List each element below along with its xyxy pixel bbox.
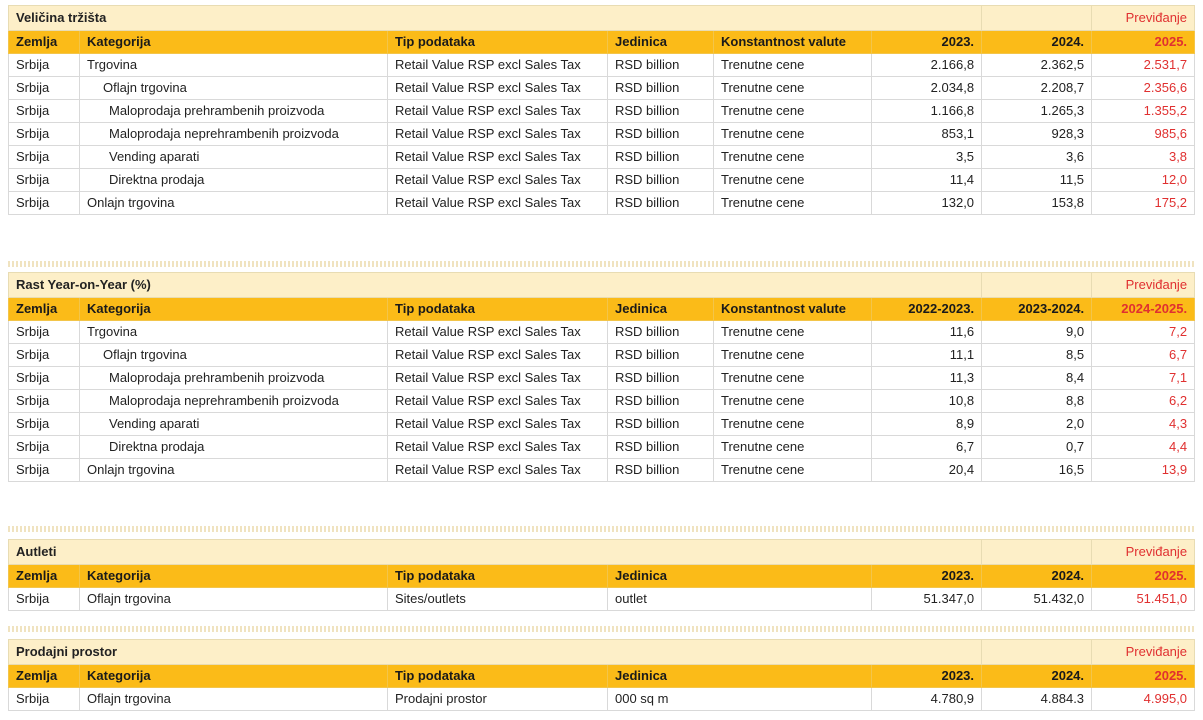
column-header: Jedinica (608, 665, 872, 688)
category-cell (80, 77, 388, 100)
growth-table (8, 272, 1194, 482)
value-cell: 3,5 (872, 146, 982, 169)
column-header: Zemlja (9, 31, 80, 54)
column-header: Tip podataka (388, 565, 608, 588)
data-type-cell: Retail Value RSP excl Sales Tax (388, 344, 608, 367)
currency-constancy-cell: Trenutne cene (714, 390, 872, 413)
value-cell: 4.884.3 (982, 688, 1092, 711)
currency-constancy-cell: Trenutne cene (714, 436, 872, 459)
forecast-label: Previđanje (1092, 6, 1195, 31)
title-spacer-cell (982, 640, 1092, 665)
column-header: Kategorija (80, 298, 388, 321)
category-label: Maloprodaja prehrambenih proizvoda (109, 370, 325, 385)
value-cell: 51.347,0 (872, 588, 982, 611)
value-cell: 132,0 (872, 192, 982, 215)
forecast-value-cell: 4,4 (1092, 436, 1195, 459)
forecast-value-cell: 7,1 (1092, 367, 1195, 390)
column-header: 2023-2024. (982, 298, 1092, 321)
category-cell (80, 459, 388, 482)
header-row (9, 665, 1195, 688)
table-row (9, 367, 1195, 390)
value-cell: 8,8 (982, 390, 1092, 413)
table-row (9, 54, 1195, 77)
forecast-value-cell: 4,3 (1092, 413, 1195, 436)
forecast-value-cell: 13,9 (1092, 459, 1195, 482)
data-type-cell: Retail Value RSP excl Sales Tax (388, 413, 608, 436)
category-label: Onlajn trgovina (87, 195, 175, 210)
country-cell: Srbija (9, 100, 80, 123)
unit-cell: 000 sq m (608, 688, 872, 711)
table-row (9, 413, 1195, 436)
value-cell: 11,4 (872, 169, 982, 192)
column-header: Konstantnost valute (714, 31, 872, 54)
section-divider (8, 261, 1194, 267)
column-header: Jedinica (608, 31, 714, 54)
value-cell: 928,3 (982, 123, 1092, 146)
category-cell (80, 413, 388, 436)
value-cell: 153,8 (982, 192, 1092, 215)
category-cell (80, 688, 388, 711)
column-header: 2024-2025. (1092, 298, 1195, 321)
category-label: Oflajn trgovina (103, 80, 187, 95)
value-cell: 2.208,7 (982, 77, 1092, 100)
category-label: Vending aparati (109, 416, 200, 431)
data-type-cell: Sites/outlets (388, 588, 608, 611)
data-type-cell: Retail Value RSP excl Sales Tax (388, 100, 608, 123)
currency-constancy-cell: Trenutne cene (714, 459, 872, 482)
column-header: 2025. (1092, 31, 1195, 54)
country-cell: Srbija (9, 413, 80, 436)
currency-constancy-cell: Trenutne cene (714, 344, 872, 367)
section-divider (8, 526, 1194, 532)
value-cell: 2.166,8 (872, 54, 982, 77)
column-header: Tip podataka (388, 665, 608, 688)
country-cell: Srbija (9, 192, 80, 215)
value-cell: 4.780,9 (872, 688, 982, 711)
category-cell (80, 146, 388, 169)
forecast-value-cell: 3,8 (1092, 146, 1195, 169)
unit-cell: RSD billion (608, 54, 714, 77)
value-cell: 11,1 (872, 344, 982, 367)
section-divider (8, 626, 1194, 632)
data-type-cell: Retail Value RSP excl Sales Tax (388, 367, 608, 390)
outlets-table (8, 539, 1194, 611)
unit-cell: RSD billion (608, 413, 714, 436)
column-header: Kategorija (80, 31, 388, 54)
forecast-value-cell: 6,7 (1092, 344, 1195, 367)
forecast-value-cell: 175,2 (1092, 192, 1195, 215)
category-label: Direktna prodaja (109, 172, 205, 187)
unit-cell: RSD billion (608, 77, 714, 100)
table-row (9, 192, 1195, 215)
column-header: 2025. (1092, 665, 1195, 688)
country-cell: Srbija (9, 321, 80, 344)
column-header: Jedinica (608, 565, 872, 588)
unit-cell: RSD billion (608, 123, 714, 146)
currency-constancy-cell: Trenutne cene (714, 413, 872, 436)
category-cell (80, 321, 388, 344)
forecast-label: Previđanje (1092, 540, 1195, 565)
section-title: Autleti (9, 540, 982, 565)
country-cell: Srbija (9, 436, 80, 459)
category-label: Trgovina (87, 324, 138, 339)
forecast-value-cell: 7,2 (1092, 321, 1195, 344)
category-cell (80, 54, 388, 77)
data-type-cell: Retail Value RSP excl Sales Tax (388, 77, 608, 100)
value-cell: 20,4 (872, 459, 982, 482)
forecast-value-cell: 12,0 (1092, 169, 1195, 192)
column-header: 2024. (982, 31, 1092, 54)
column-header: 2023. (872, 665, 982, 688)
value-cell: 1.265,3 (982, 100, 1092, 123)
category-label: Oflajn trgovina (87, 691, 171, 706)
value-cell: 3,6 (982, 146, 1092, 169)
forecast-value-cell: 4.995,0 (1092, 688, 1195, 711)
column-header: 2024. (982, 565, 1092, 588)
currency-constancy-cell: Trenutne cene (714, 367, 872, 390)
unit-cell: RSD billion (608, 321, 714, 344)
forecast-value-cell: 1.355,2 (1092, 100, 1195, 123)
unit-cell: RSD billion (608, 100, 714, 123)
country-cell: Srbija (9, 54, 80, 77)
currency-constancy-cell: Trenutne cene (714, 146, 872, 169)
column-header: 2024. (982, 665, 1092, 688)
unit-cell: RSD billion (608, 436, 714, 459)
column-header: 2025. (1092, 565, 1195, 588)
currency-constancy-cell: Trenutne cene (714, 321, 872, 344)
category-label: Maloprodaja prehrambenih proizvoda (109, 103, 325, 118)
category-label: Onlajn trgovina (87, 462, 175, 477)
unit-cell: RSD billion (608, 146, 714, 169)
category-cell (80, 123, 388, 146)
country-cell: Srbija (9, 390, 80, 413)
section-title: Veličina tržišta (9, 6, 982, 31)
category-label: Maloprodaja neprehrambenih proizvoda (109, 393, 339, 408)
value-cell: 11,5 (982, 169, 1092, 192)
table-row (9, 169, 1195, 192)
value-cell: 2,0 (982, 413, 1092, 436)
unit-cell: RSD billion (608, 192, 714, 215)
data-type-cell: Prodajni prostor (388, 688, 608, 711)
forecast-label: Previđanje (1092, 640, 1195, 665)
value-cell: 16,5 (982, 459, 1092, 482)
forecast-value-cell: 51.451,0 (1092, 588, 1195, 611)
column-header: 2022-2023. (872, 298, 982, 321)
title-spacer-cell (982, 273, 1092, 298)
title-spacer-cell (982, 540, 1092, 565)
column-header: Zemlja (9, 665, 80, 688)
unit-cell: RSD billion (608, 169, 714, 192)
currency-constancy-cell: Trenutne cene (714, 54, 872, 77)
table-row (9, 688, 1195, 711)
country-cell: Srbija (9, 459, 80, 482)
category-label: Vending aparati (109, 149, 200, 164)
category-label: Maloprodaja neprehrambenih proizvoda (109, 126, 339, 141)
table-row (9, 100, 1195, 123)
value-cell: 2.034,8 (872, 77, 982, 100)
category-cell (80, 436, 388, 459)
column-header: Jedinica (608, 298, 714, 321)
column-header: Konstantnost valute (714, 298, 872, 321)
category-label: Direktna prodaja (109, 439, 205, 454)
value-cell: 853,1 (872, 123, 982, 146)
column-header: Tip podataka (388, 31, 608, 54)
title-spacer-cell (982, 6, 1092, 31)
unit-cell: RSD billion (608, 367, 714, 390)
currency-constancy-cell: Trenutne cene (714, 100, 872, 123)
data-type-cell: Retail Value RSP excl Sales Tax (388, 436, 608, 459)
currency-constancy-cell: Trenutne cene (714, 123, 872, 146)
currency-constancy-cell: Trenutne cene (714, 77, 872, 100)
column-header: Zemlja (9, 565, 80, 588)
value-cell: 8,4 (982, 367, 1092, 390)
value-cell: 8,5 (982, 344, 1092, 367)
column-header: Tip podataka (388, 298, 608, 321)
forecast-label: Previđanje (1092, 273, 1195, 298)
data-type-cell: Retail Value RSP excl Sales Tax (388, 146, 608, 169)
value-cell: 6,7 (872, 436, 982, 459)
header-row (9, 298, 1195, 321)
currency-constancy-cell: Trenutne cene (714, 192, 872, 215)
data-type-cell: Retail Value RSP excl Sales Tax (388, 169, 608, 192)
table-row (9, 344, 1195, 367)
data-type-cell: Retail Value RSP excl Sales Tax (388, 123, 608, 146)
column-header: 2023. (872, 565, 982, 588)
table-row (9, 321, 1195, 344)
table-row (9, 123, 1195, 146)
category-cell (80, 192, 388, 215)
forecast-value-cell: 2.531,7 (1092, 54, 1195, 77)
value-cell: 11,6 (872, 321, 982, 344)
table-row (9, 390, 1195, 413)
value-cell: 10,8 (872, 390, 982, 413)
country-cell: Srbija (9, 367, 80, 390)
header-row (9, 31, 1195, 54)
sales-space-table (8, 639, 1194, 711)
data-type-cell: Retail Value RSP excl Sales Tax (388, 390, 608, 413)
column-header: Zemlja (9, 298, 80, 321)
unit-cell: outlet (608, 588, 872, 611)
column-header: Kategorija (80, 565, 388, 588)
value-cell: 11,3 (872, 367, 982, 390)
column-header: 2023. (872, 31, 982, 54)
value-cell: 51.432,0 (982, 588, 1092, 611)
section-title-row (9, 640, 1195, 665)
data-type-cell: Retail Value RSP excl Sales Tax (388, 54, 608, 77)
data-type-cell: Retail Value RSP excl Sales Tax (388, 459, 608, 482)
market-size-table (8, 5, 1194, 215)
country-cell: Srbija (9, 688, 80, 711)
value-cell: 8,9 (872, 413, 982, 436)
section-title-row (9, 540, 1195, 565)
country-cell: Srbija (9, 77, 80, 100)
unit-cell: RSD billion (608, 459, 714, 482)
category-label: Trgovina (87, 57, 138, 72)
column-header: Kategorija (80, 665, 388, 688)
table-row (9, 146, 1195, 169)
forecast-value-cell: 6,2 (1092, 390, 1195, 413)
country-cell: Srbija (9, 169, 80, 192)
unit-cell: RSD billion (608, 390, 714, 413)
value-cell: 1.166,8 (872, 100, 982, 123)
section-title: Prodajni prostor (9, 640, 982, 665)
table-row (9, 588, 1195, 611)
section-title-row (9, 273, 1195, 298)
forecast-value-cell: 2.356,6 (1092, 77, 1195, 100)
value-cell: 9,0 (982, 321, 1092, 344)
category-label: Oflajn trgovina (87, 591, 171, 606)
country-cell: Srbija (9, 146, 80, 169)
unit-cell: RSD billion (608, 344, 714, 367)
category-label: Oflajn trgovina (103, 347, 187, 362)
country-cell: Srbija (9, 344, 80, 367)
section-title: Rast Year-on-Year (%) (9, 273, 982, 298)
category-cell (80, 344, 388, 367)
category-cell (80, 588, 388, 611)
data-type-cell: Retail Value RSP excl Sales Tax (388, 192, 608, 215)
table-row (9, 436, 1195, 459)
category-cell (80, 169, 388, 192)
country-cell: Srbija (9, 588, 80, 611)
currency-constancy-cell: Trenutne cene (714, 169, 872, 192)
country-cell: Srbija (9, 123, 80, 146)
category-cell (80, 100, 388, 123)
category-cell (80, 390, 388, 413)
table-row (9, 459, 1195, 482)
category-cell (80, 367, 388, 390)
value-cell: 2.362,5 (982, 54, 1092, 77)
value-cell: 0,7 (982, 436, 1092, 459)
forecast-value-cell: 985,6 (1092, 123, 1195, 146)
section-title-row (9, 6, 1195, 31)
table-row (9, 77, 1195, 100)
data-type-cell: Retail Value RSP excl Sales Tax (388, 321, 608, 344)
header-row (9, 565, 1195, 588)
